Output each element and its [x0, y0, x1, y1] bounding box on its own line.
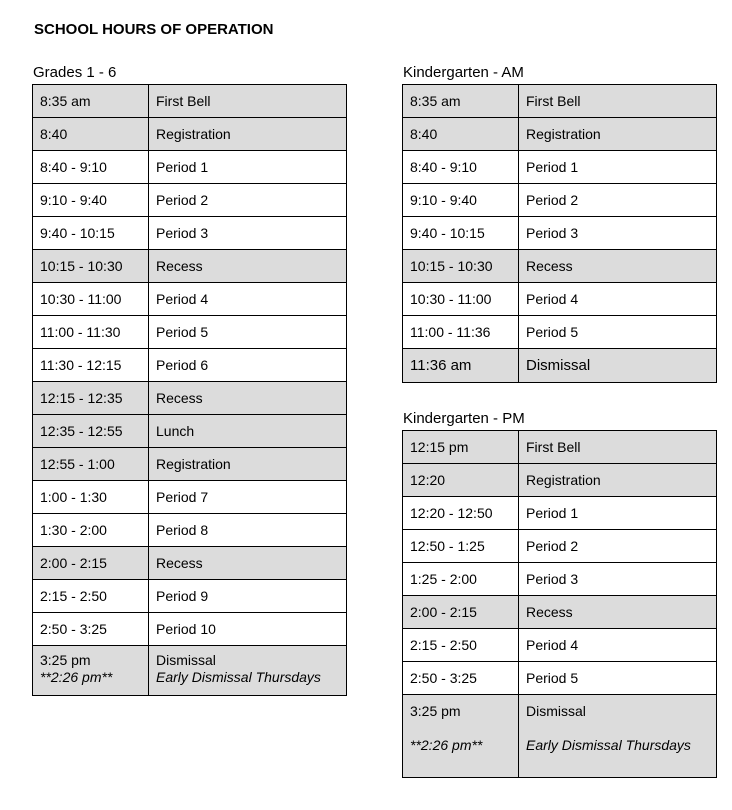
activity-cell: Period 9	[149, 580, 347, 613]
schedule-row	[33, 382, 347, 415]
activity-cell: Period 3	[519, 217, 717, 250]
schedule-row	[33, 85, 347, 118]
kinder-am-caption: Kindergarten - AM	[403, 64, 524, 81]
dismissal-time: 3:25 pm	[410, 703, 461, 719]
dismissal-label: Dismissal	[156, 652, 216, 668]
activity-cell: Period 8	[149, 514, 347, 547]
activity-cell: Period 1	[519, 497, 717, 530]
schedule-row	[403, 184, 717, 217]
time-cell: 9:40 - 10:15	[33, 217, 149, 250]
time-cell: 1:00 - 1:30	[33, 481, 149, 514]
time-cell: 8:40	[33, 118, 149, 151]
dismissal-label-cell	[519, 695, 717, 778]
activity-cell: Recess	[149, 547, 347, 580]
schedule-row	[403, 250, 717, 283]
activity-cell: Registration	[149, 118, 347, 151]
time-cell: 2:15 - 2:50	[403, 629, 519, 662]
grades-caption: Grades 1 - 6	[33, 64, 117, 81]
time-cell: 2:00 - 2:15	[403, 596, 519, 629]
time-cell: 2:50 - 3:25	[33, 613, 149, 646]
activity-cell: Registration	[519, 118, 717, 151]
time-cell: 9:10 - 9:40	[403, 184, 519, 217]
schedule-row	[33, 481, 347, 514]
schedule-row	[33, 514, 347, 547]
schedule-row	[33, 349, 347, 382]
time-cell: 11:00 - 11:30	[33, 316, 149, 349]
time-cell: 12:15 pm	[403, 431, 519, 464]
time-cell: 10:30 - 11:00	[33, 283, 149, 316]
schedule-row	[403, 85, 717, 118]
schedule-row	[403, 118, 717, 151]
schedule-row	[403, 283, 717, 316]
dismissal-label: Dismissal	[519, 349, 717, 383]
time-cell: 12:20	[403, 464, 519, 497]
time-cell: 1:25 - 2:00	[403, 563, 519, 596]
time-cell: 2:00 - 2:15	[33, 547, 149, 580]
activity-cell: First Bell	[519, 431, 717, 464]
kinder-am-schedule-table	[402, 84, 717, 383]
dismissal-time: 3:25 pm	[40, 652, 91, 668]
schedule-row	[33, 547, 347, 580]
schedule-row	[403, 662, 717, 695]
time-cell: 11:30 - 12:15	[33, 349, 149, 382]
time-cell: 8:40	[403, 118, 519, 151]
schedule-row	[33, 250, 347, 283]
schedule-row	[403, 497, 717, 530]
schedule-row	[33, 217, 347, 250]
schedule-row	[403, 563, 717, 596]
grades-rows	[33, 85, 347, 646]
time-cell: 9:40 - 10:15	[403, 217, 519, 250]
activity-cell: Period 5	[149, 316, 347, 349]
dismissal-time-cell	[33, 646, 149, 696]
dismissal-time-cell	[403, 695, 519, 778]
time-cell: 12:15 - 12:35	[33, 382, 149, 415]
schedule-row	[403, 629, 717, 662]
schedule-row	[33, 415, 347, 448]
activity-cell: Period 3	[519, 563, 717, 596]
grades-schedule-table	[32, 84, 347, 696]
activity-cell: Period 3	[149, 217, 347, 250]
page-title: SCHOOL HOURS OF OPERATION	[34, 21, 274, 38]
activity-cell: Period 1	[149, 151, 347, 184]
schedule-row	[403, 596, 717, 629]
schedule-row	[33, 316, 347, 349]
activity-cell: Period 7	[149, 481, 347, 514]
time-cell: 12:20 - 12:50	[403, 497, 519, 530]
schedule-row	[403, 151, 717, 184]
schedule-row	[403, 316, 717, 349]
kinder-pm-rows	[403, 431, 717, 695]
activity-cell: Period 4	[519, 629, 717, 662]
schedule-row	[33, 448, 347, 481]
activity-cell: Registration	[149, 448, 347, 481]
dismissal-label-cell	[149, 646, 347, 696]
time-cell: 9:10 - 9:40	[33, 184, 149, 217]
time-cell: 8:35 am	[403, 85, 519, 118]
grades-dismissal-row	[33, 646, 347, 696]
activity-cell: Recess	[149, 250, 347, 283]
schedule-row	[33, 151, 347, 184]
activity-cell: Registration	[519, 464, 717, 497]
kinder-am-dismissal-row	[403, 349, 717, 383]
activity-cell: Period 2	[519, 184, 717, 217]
kinder-am-rows	[403, 85, 717, 349]
activity-cell: Period 10	[149, 613, 347, 646]
schedule-row	[33, 283, 347, 316]
activity-cell: Lunch	[149, 415, 347, 448]
time-cell: 2:15 - 2:50	[33, 580, 149, 613]
time-cell: 11:00 - 11:36	[403, 316, 519, 349]
schedule-row	[403, 217, 717, 250]
kinder-pm-dismissal-row	[403, 695, 717, 778]
schedule-row	[33, 118, 347, 151]
time-cell: 1:30 - 2:00	[33, 514, 149, 547]
activity-cell: Period 2	[519, 530, 717, 563]
dismissal-label: Dismissal	[526, 703, 586, 719]
time-cell: 10:15 - 10:30	[33, 250, 149, 283]
time-cell: 12:35 - 12:55	[33, 415, 149, 448]
activity-cell: Recess	[519, 250, 717, 283]
schedule-row	[403, 431, 717, 464]
time-cell: 8:35 am	[33, 85, 149, 118]
kinder-pm-caption: Kindergarten - PM	[403, 410, 525, 427]
time-cell: 8:40 - 9:10	[403, 151, 519, 184]
time-cell: 12:55 - 1:00	[33, 448, 149, 481]
activity-cell: Period 1	[519, 151, 717, 184]
schedule-row	[33, 613, 347, 646]
kinder-pm-schedule-table	[402, 430, 717, 778]
schedule-row	[33, 580, 347, 613]
time-cell: 12:50 - 1:25	[403, 530, 519, 563]
activity-cell: Period 5	[519, 662, 717, 695]
early-dismissal-time: **2:26 pm**	[410, 737, 483, 753]
activity-cell: Period 5	[519, 316, 717, 349]
time-cell: 10:30 - 11:00	[403, 283, 519, 316]
activity-cell: Period 2	[149, 184, 347, 217]
activity-cell: Period 4	[519, 283, 717, 316]
early-dismissal-label: Early Dismissal Thursdays	[156, 669, 321, 685]
early-dismissal-time: **2:26 pm**	[40, 669, 113, 685]
dismissal-time: 11:36 am	[403, 349, 519, 383]
activity-cell: Recess	[519, 596, 717, 629]
activity-cell: First Bell	[519, 85, 717, 118]
schedule-row	[403, 530, 717, 563]
activity-cell: Period 4	[149, 283, 347, 316]
time-cell: 8:40 - 9:10	[33, 151, 149, 184]
activity-cell: Recess	[149, 382, 347, 415]
early-dismissal-label: Early Dismissal Thursdays	[526, 737, 691, 753]
schedule-row	[33, 184, 347, 217]
schedule-row	[403, 464, 717, 497]
activity-cell: First Bell	[149, 85, 347, 118]
activity-cell: Period 6	[149, 349, 347, 382]
time-cell: 10:15 - 10:30	[403, 250, 519, 283]
time-cell: 2:50 - 3:25	[403, 662, 519, 695]
